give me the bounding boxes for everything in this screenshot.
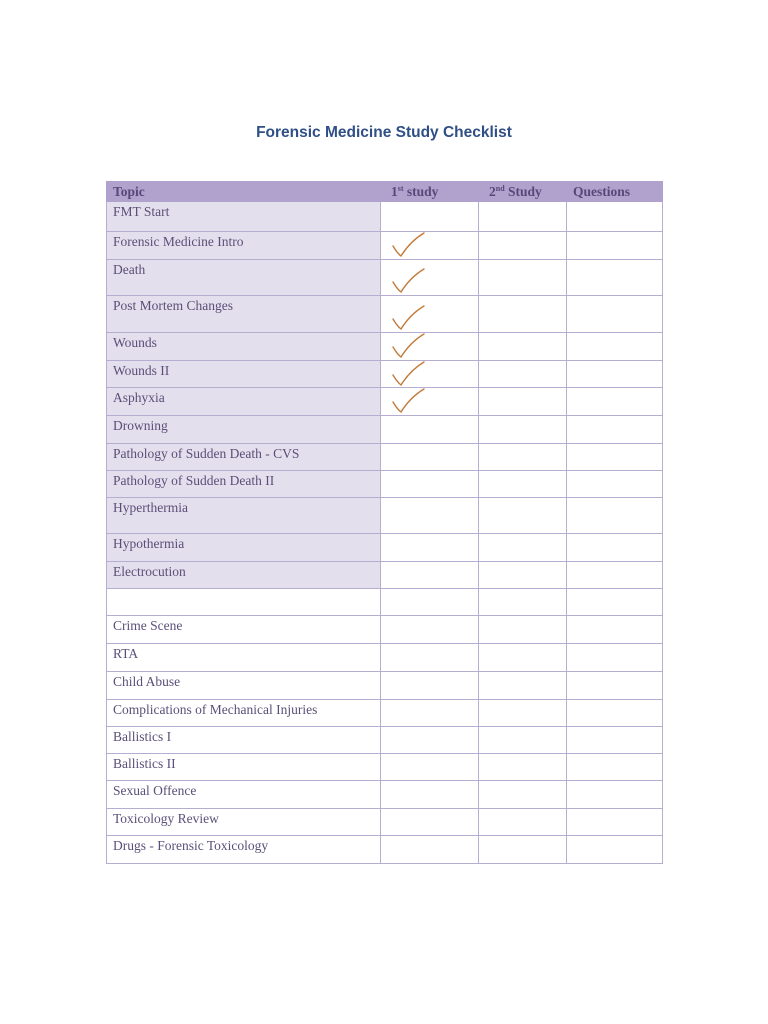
topic-cell: Child Abuse — [107, 672, 381, 700]
table-row — [107, 471, 663, 498]
table-row — [107, 296, 663, 333]
first-study-cell[interactable] — [381, 471, 479, 498]
first-study-cell[interactable] — [381, 562, 479, 589]
questions-cell[interactable] — [567, 416, 663, 444]
questions-cell[interactable] — [567, 232, 663, 260]
topic-cell: Toxicology Review — [107, 809, 381, 836]
second-study-cell[interactable] — [479, 498, 567, 534]
first-study-cell[interactable] — [381, 700, 479, 727]
questions-cell[interactable] — [567, 498, 663, 534]
questions-cell[interactable] — [567, 809, 663, 836]
topic-cell: Forensic Medicine Intro — [107, 232, 381, 260]
first-study-cell[interactable] — [381, 781, 479, 809]
table-row — [107, 202, 663, 232]
table-row — [107, 727, 663, 754]
topic-cell — [107, 589, 381, 616]
table-row — [107, 534, 663, 562]
table-row — [107, 589, 663, 616]
checkmark-icon — [391, 305, 427, 331]
header-questions: Questions — [567, 182, 663, 202]
questions-cell[interactable] — [567, 202, 663, 232]
topic-cell: RTA — [107, 644, 381, 672]
table-row — [107, 232, 663, 260]
first-study-cell[interactable] — [381, 754, 479, 781]
first-study-cell[interactable] — [381, 809, 479, 836]
questions-cell[interactable] — [567, 781, 663, 809]
topic-cell: Death — [107, 260, 381, 296]
table-row — [107, 781, 663, 809]
table-row — [107, 754, 663, 781]
first-study-cell[interactable] — [381, 333, 479, 361]
first-study-cell[interactable] — [381, 388, 479, 416]
questions-cell[interactable] — [567, 534, 663, 562]
topic-cell: Hypothermia — [107, 534, 381, 562]
questions-cell[interactable] — [567, 296, 663, 333]
second-study-cell[interactable] — [479, 296, 567, 333]
table-row — [107, 260, 663, 296]
first-study-cell[interactable] — [381, 644, 479, 672]
questions-cell[interactable] — [567, 333, 663, 361]
second-study-cell[interactable] — [479, 416, 567, 444]
topic-cell: Ballistics II — [107, 754, 381, 781]
topic-cell: Pathology of Sudden Death II — [107, 471, 381, 498]
table-row — [107, 562, 663, 589]
second-study-cell[interactable] — [479, 672, 567, 700]
topic-cell: Electrocution — [107, 562, 381, 589]
questions-cell[interactable] — [567, 616, 663, 644]
first-study-cell[interactable] — [381, 444, 479, 471]
topic-cell: Wounds — [107, 333, 381, 361]
table-row — [107, 333, 663, 361]
second-study-cell[interactable] — [479, 333, 567, 361]
questions-cell[interactable] — [567, 836, 663, 864]
questions-cell[interactable] — [567, 672, 663, 700]
header-first-study: 1st study — [381, 182, 479, 202]
header-row — [107, 182, 663, 202]
questions-cell[interactable] — [567, 388, 663, 416]
second-study-cell[interactable] — [479, 589, 567, 616]
questions-cell[interactable] — [567, 727, 663, 754]
table-row — [107, 388, 663, 416]
table-row — [107, 644, 663, 672]
table-row — [107, 809, 663, 836]
topic-cell: Wounds II — [107, 361, 381, 388]
checkmark-icon — [391, 333, 427, 359]
table-row — [107, 836, 663, 864]
study-checklist-table — [106, 181, 663, 864]
first-study-cell[interactable] — [381, 416, 479, 444]
first-study-cell[interactable] — [381, 589, 479, 616]
checkmark-icon — [391, 268, 427, 294]
second-study-cell[interactable] — [479, 444, 567, 471]
page-title: Forensic Medicine Study Checklist — [256, 124, 512, 141]
second-study-cell[interactable] — [479, 700, 567, 727]
first-study-cell[interactable] — [381, 534, 479, 562]
checkmark-icon — [391, 361, 427, 387]
questions-cell[interactable] — [567, 644, 663, 672]
second-study-cell[interactable] — [479, 562, 567, 589]
topic-cell: Drowning — [107, 416, 381, 444]
second-study-cell[interactable] — [479, 232, 567, 260]
topic-cell: Hyperthermia — [107, 498, 381, 534]
questions-cell[interactable] — [567, 260, 663, 296]
second-study-cell[interactable] — [479, 809, 567, 836]
second-study-cell[interactable] — [479, 644, 567, 672]
table-row — [107, 498, 663, 534]
topic-cell: Crime Scene — [107, 616, 381, 644]
first-study-cell[interactable] — [381, 296, 479, 333]
table-row — [107, 361, 663, 388]
second-study-cell[interactable] — [479, 361, 567, 388]
checkmark-icon — [391, 232, 427, 258]
second-study-cell[interactable] — [479, 836, 567, 864]
table-row — [107, 616, 663, 644]
topic-cell: Post Mortem Changes — [107, 296, 381, 333]
questions-cell[interactable] — [567, 562, 663, 589]
first-study-cell[interactable] — [381, 616, 479, 644]
second-study-cell[interactable] — [479, 754, 567, 781]
questions-cell[interactable] — [567, 589, 663, 616]
first-study-cell[interactable] — [381, 836, 479, 864]
second-study-cell[interactable] — [479, 727, 567, 754]
second-study-cell[interactable] — [479, 616, 567, 644]
checkmark-icon — [391, 388, 427, 414]
questions-cell[interactable] — [567, 471, 663, 498]
topic-cell: Sexual Offence — [107, 781, 381, 809]
table-row — [107, 672, 663, 700]
first-study-cell[interactable] — [381, 202, 479, 232]
first-study-cell[interactable] — [381, 727, 479, 754]
first-study-cell[interactable] — [381, 672, 479, 700]
second-study-cell[interactable] — [479, 781, 567, 809]
topic-cell: Ballistics I — [107, 727, 381, 754]
topic-cell: Complications of Mechanical Injuries — [107, 700, 381, 727]
second-study-cell[interactable] — [479, 534, 567, 562]
header-second-study: 2nd Study — [479, 182, 567, 202]
topic-cell: Drugs - Forensic Toxicology — [107, 836, 381, 864]
questions-cell[interactable] — [567, 361, 663, 388]
questions-cell[interactable] — [567, 444, 663, 471]
first-study-cell[interactable] — [381, 498, 479, 534]
first-study-cell[interactable] — [381, 260, 479, 296]
second-study-cell[interactable] — [479, 202, 567, 232]
first-study-cell[interactable] — [381, 232, 479, 260]
second-study-cell[interactable] — [479, 260, 567, 296]
first-study-cell[interactable] — [381, 361, 479, 388]
table-row — [107, 444, 663, 471]
topic-cell: Asphyxia — [107, 388, 381, 416]
second-study-cell[interactable] — [479, 388, 567, 416]
questions-cell[interactable] — [567, 700, 663, 727]
topic-cell: FMT Start — [107, 202, 381, 232]
header-topic: Topic — [107, 182, 381, 202]
table-row — [107, 416, 663, 444]
topic-cell: Pathology of Sudden Death - CVS — [107, 444, 381, 471]
second-study-cell[interactable] — [479, 471, 567, 498]
table-row — [107, 700, 663, 727]
questions-cell[interactable] — [567, 754, 663, 781]
